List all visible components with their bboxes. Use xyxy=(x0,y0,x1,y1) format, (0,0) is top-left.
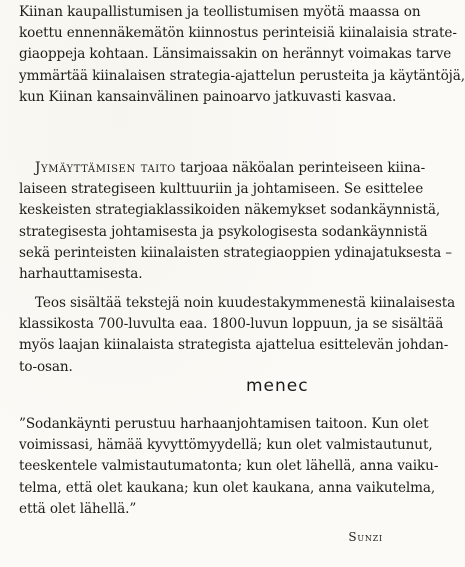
text-line: teeskentele valmistautumatonta; kun olet lähellä, anna vaiku- xyxy=(19,458,439,475)
text-line: laiseen strategiseen kulttuuriin ja johtamiseen. Se esittelee xyxy=(19,181,424,198)
text-line: myös laajan kiinalaista strategista ajattelua esittelevän johdan- xyxy=(19,337,449,354)
text-line: ymmärtää kiinalaisen strategia-ajattelun perusteita ja käytäntöjä, xyxy=(19,67,465,84)
text-line: voimissasi, hämää kyvyttömyydellä; kun olet valmistautunut, xyxy=(19,437,433,454)
text-line: kun Kiinan kansainvälinen painoarvo jatkuvasti kasvaa. xyxy=(19,88,397,105)
quote-paragraph xyxy=(19,414,439,520)
text-line: harhauttamisesta. xyxy=(19,266,143,283)
intro-paragraph xyxy=(19,2,465,108)
text-fragment: tarjoaa näköalan perinteiseen kiina- xyxy=(175,160,426,176)
text-line: klassikosta 700-luvulta eaa. 1800-luvun loppuun, ja se sisältää xyxy=(19,316,444,333)
text-line xyxy=(19,158,426,179)
text-line: to-osan. xyxy=(19,358,73,375)
text-line: ”Sodankäynti perustuu harhaanjohtamisen taitoon. Kun olet xyxy=(19,416,429,432)
publisher-logo: menec xyxy=(246,376,309,396)
text-line: sekä perinteisten kiinalaisten strategiaoppien ydinajatuksesta – xyxy=(19,244,453,261)
text-line: telma, että olet kaukana; kun olet kaukana, anna vaikutelma, xyxy=(19,479,436,496)
text-line: että olet lähellä.” xyxy=(19,500,137,517)
contents-paragraph xyxy=(19,293,456,378)
text-line: koettu ennennäkemätön kiinnostus perinteisiä kiinalaisia strate- xyxy=(19,25,457,42)
description-paragraph xyxy=(19,158,453,285)
text-line: strategisesta johtamisesta ja psykologisesta sodankäynnistä xyxy=(19,223,428,240)
text-line: keskeisten strategiaklassikoiden näkemykset sodankäynnistä, xyxy=(19,202,441,219)
quote-author: Sunzi xyxy=(348,530,383,544)
book-title: Jymäyttämisen taito xyxy=(35,160,176,176)
text-line: Kiinan kaupallistumisen ja teollistumisen myötä maassa on xyxy=(19,4,421,20)
text-line: giaoppeja kohtaan. Länsimaissakin on herännyt voimakas tarve xyxy=(19,46,452,63)
text-line: Teos sisältää tekstejä noin kuudestakymmenestä kiinalaisesta xyxy=(35,295,456,311)
